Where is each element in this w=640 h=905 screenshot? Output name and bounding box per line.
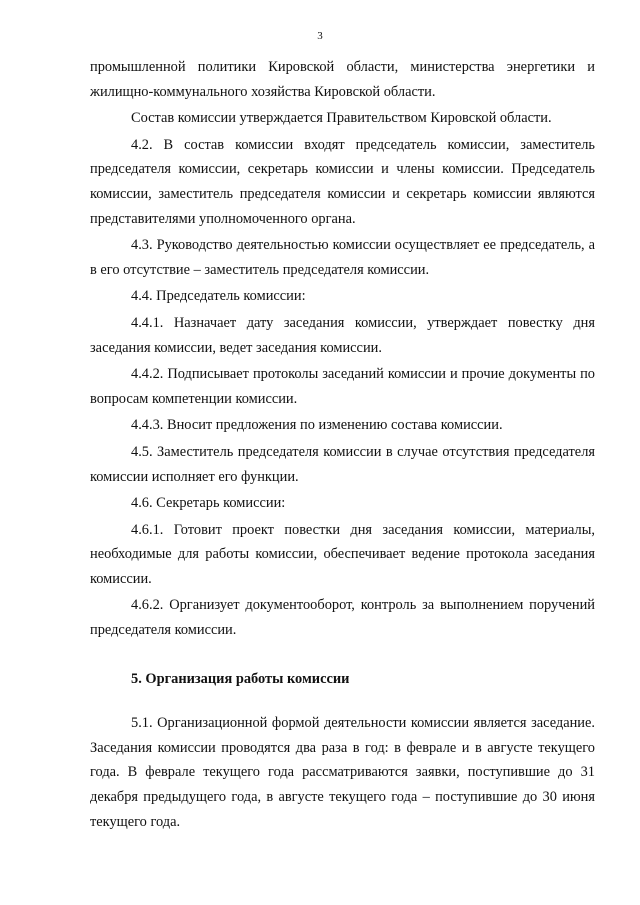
page-number: 3 — [317, 30, 323, 42]
paragraph-5-1: 5.1. Организационной формой деятельности комиссии является заседание. Заседания комиссии проводятся два раза в год: в феврале и в августе текущего года. В феврале текущего года рассматриваются заявки, поступившие до 31 декабря предыдущего года, в августе текущего года – поступившие до 30 июня текущего года. — [90, 715, 595, 830]
paragraph-continuation: промышленной политики Кировской области, министерства энергетики и жилищно-коммунального хозяйства Кировской области. — [90, 59, 595, 100]
paragraph-4-4-2: 4.4.2. Подписывает протоколы заседаний комиссии и прочие документы по вопросам компетенции комиссии. — [90, 366, 595, 407]
paragraph-commission-approval: Состав комиссии утверждается Правительством Кировской области. — [131, 110, 552, 127]
paragraph-4-6: 4.6. Секретарь комиссии: — [131, 495, 286, 512]
paragraph-4-2: 4.2. В состав комиссии входят председатель комиссии, заместитель председателя комиссии, секретарь комиссии и члены комиссии. Председатель комиссии, заместитель председателя комиссии и секретарь комиссии являются представителями уполномоченного органа. — [90, 136, 595, 227]
paragraph-4-3: 4.3. Руководство деятельностью комиссии осуществляет ее председатель, а в его отсутствие – заместитель председателя комиссии. — [90, 237, 595, 278]
paragraph-4-6-1: 4.6.1. Готовит проект повестки дня заседания комиссии, материалы, необходимые для работы комиссии, обеспечивает ведение протокола заседания комиссии. — [90, 521, 595, 587]
document-body — [90, 55, 595, 834]
section-5-heading: 5. Организация работы комиссии — [131, 670, 350, 687]
paragraph-4-6-2: 4.6.2. Организует документооборот, контроль за выполнением поручений председателя комиссии. — [90, 597, 595, 639]
paragraph-4-4-1: 4.4.1. Назначает дату заседания комиссии, утверждает повестку дня заседания комиссии, ведет заседания комиссии. — [90, 314, 595, 356]
paragraph-4-4-3: 4.4.3. Вносит предложения по изменению состава комиссии. — [131, 417, 503, 434]
paragraph-4-4: 4.4. Председатель комиссии: — [131, 288, 306, 305]
paragraph-4-5: 4.5. Заместитель председателя комиссии в случае отсутствия председателя комиссии исполняет его функции. — [90, 443, 595, 485]
